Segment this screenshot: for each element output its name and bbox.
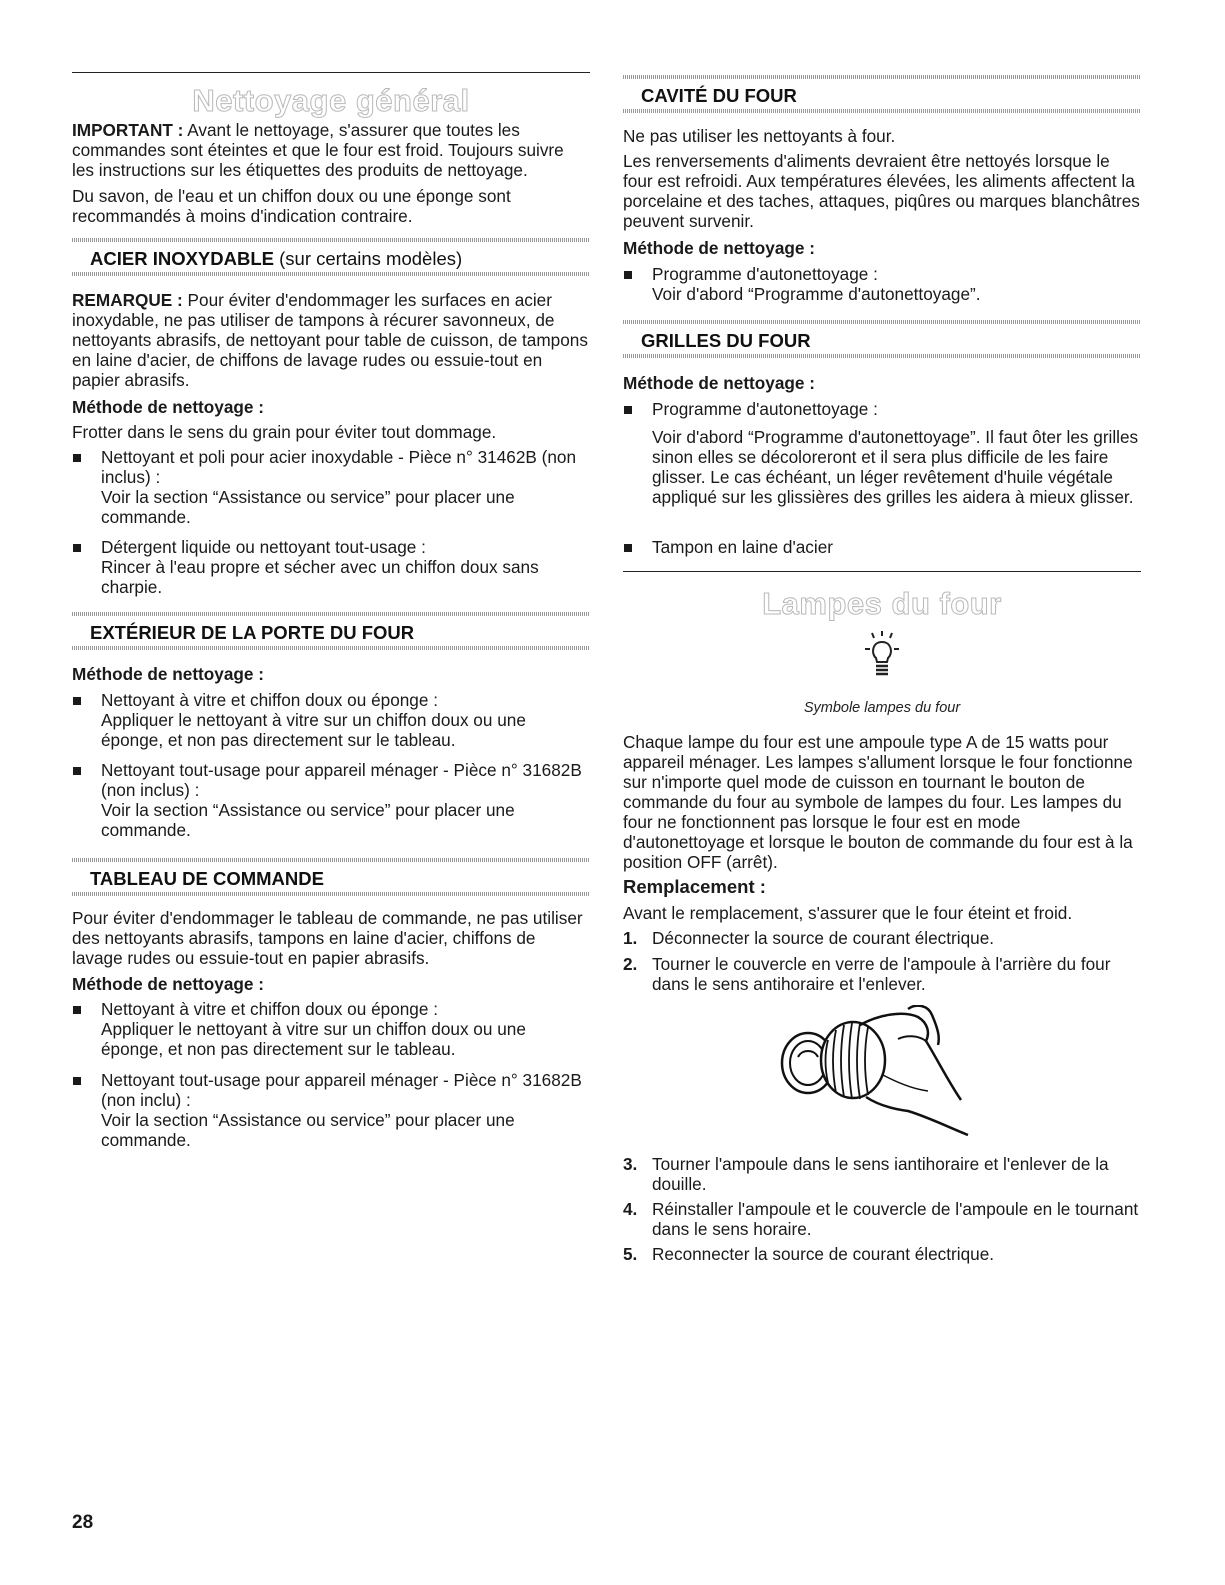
bullet-square — [624, 271, 632, 279]
savon-paragraph: Du savon, de l'eau et un chiffon doux ou une éponge sont recommandés à moins d'indication contraire. — [72, 186, 511, 226]
cavite-p2: Les renversements d'aliments devraient être nettoyés lorsque le four est refroidi. Aux températures élevées, les aliments affectent la porcelaine et des taches, attaques, piqûres ou marques blanchâtres peuvent survenir. — [623, 151, 1140, 231]
tableau-bullet-1: Nettoyant à vitre et chiffon doux ou éponge : Appliquer le nettoyant à vitre sur un chiffon doux ou une éponge, et non pas directement sur le tableau. — [72, 999, 590, 1059]
important-label: IMPORTANT : — [72, 120, 184, 140]
lampes-paragraph: Chaque lampe du four est une ampoule type A de 15 watts pour appareil ménager. Les lampes s'allument lorsque le four fonctionne sur n'importe quel mode de cuisson en tournant le bouton de commande du four au symbole de lampes du four. Les lampes du four ne fonctionnent pas lorsque le four est en mode d'autonettoyage et lorsque le bouton de commande du four est à la position OFF (arrêt). — [623, 732, 1133, 872]
remarque-label: REMARQUE : — [72, 290, 183, 310]
remplacement-intro: Avant le remplacement, s'assurer que le four éteint et froid. — [623, 903, 1073, 923]
tableau-method: Méthode de nettoyage : — [72, 974, 264, 994]
exterieur-title: EXTÉRIEUR DE LA PORTE DU FOUR — [90, 622, 415, 643]
header-grilles — [623, 320, 1141, 358]
bullet-square — [73, 454, 81, 462]
exterieur-bullet-2: Nettoyant tout-usage pour appareil ménager - Pièce n° 31682B (non inclus) : Voir la section “Assistance ou service” pour placer une commande. — [72, 760, 590, 840]
bullet-square — [73, 697, 81, 705]
bulb-cover-removal-illustration — [778, 1005, 993, 1145]
step-4: 4. Réinstaller l'ampoule et le couvercle de l'ampoule en le tournant dans le sens horaire. — [623, 1199, 1139, 1239]
grilles-bullet-1: Programme d'autonettoyage : Voir d'abord “Programme d'autonettoyage”. Il faut ôter les grilles sinon elles se décoloreront et il sera plus difficile de les faire glisser. Le cas échéant, un léger revêtement d'huile végétale appliqué sur les glissières des grilles les aidera à mieux glisser. — [623, 399, 1141, 507]
step-3: 3. Tourner l'ampoule dans le sens iantihoraire et l'enlever de la douille. — [623, 1154, 1109, 1194]
header-tableau — [72, 858, 590, 896]
important-text: Avant le nettoyage, s'assurer que toutes les commandes sont éteintes et que le four est froid. Toujours suivre les instructions sur les étiquettes des produits de nettoyage. — [72, 120, 564, 180]
section-title-lampes: Lampes du four — [762, 586, 1002, 621]
step-5: 5. Reconnecter la source de courant électrique. — [623, 1244, 995, 1264]
acier-method: Méthode de nettoyage : — [72, 397, 264, 417]
bullet-square — [73, 1077, 81, 1085]
cavite-method: Méthode de nettoyage : — [623, 238, 815, 258]
section-title-nettoyage: Nettoyage général — [192, 83, 470, 118]
header-exterieur — [72, 612, 590, 650]
bullet-square — [624, 406, 632, 414]
step-1: 1. Déconnecter la source de courant électrique. — [623, 928, 995, 948]
acier-title: ACIER INOXYDABLE (sur certains modèles) — [90, 248, 463, 269]
grilles-method: Méthode de nettoyage : — [623, 373, 815, 393]
tableau-title: TABLEAU DE COMMANDE — [90, 868, 324, 889]
remarque-text: Pour éviter d'endommager les surfaces en acier inoxydable, ne pas utiliser de tampons à récurer savonneux, de nettoyants abrasifs, de nettoyant pour table de cuisson, de tampons en laine d'acier, de chiffons de lavage rudes ou essuie-tout en papier abrasifs. — [72, 290, 588, 390]
header-acier — [72, 238, 590, 276]
remarque-paragraph — [72, 290, 590, 390]
cavite-bullet-1: Programme d'autonettoyage : Voir d'abord “Programme d'autonettoyage”. — [623, 264, 1141, 304]
exterieur-method: Méthode de nettoyage : — [72, 664, 264, 684]
page-number: 28 — [72, 1512, 94, 1533]
acier-frotter: Frotter dans le sens du grain pour éviter tout dommage. — [72, 422, 497, 442]
lampes-caption: Symbole lampes du four — [803, 700, 961, 716]
grilles-bullet-2: Tampon en laine d'acier — [623, 537, 1141, 557]
bullet-square — [73, 544, 81, 552]
bullet-square — [73, 1006, 81, 1014]
tableau-intro: Pour éviter d'endommager le tableau de commande, ne pas utiliser des nettoyants abrasifs, tampons en laine d'acier, chiffons de lavage rudes ou essuie-tout en papier abrasifs. — [72, 908, 583, 968]
tableau-bullet-2: Nettoyant tout-usage pour appareil ménager - Pièce n° 31682B (non inclu) : Voir la section “Assistance ou service” pour placer une commande. — [72, 1070, 590, 1150]
lampes-rule — [623, 571, 1141, 572]
acier-bullet-2: Détergent liquide ou nettoyant tout-usage : Rincer à l'eau propre et sécher avec un chiffon doux sans charpie. — [72, 537, 590, 597]
grilles-title: GRILLES DU FOUR — [641, 330, 811, 351]
top-rule — [72, 72, 590, 73]
exterieur-bullet-1: Nettoyant à vitre et chiffon doux ou éponge : Appliquer le nettoyant à vitre sur un chiffon doux ou une éponge, et non pas directement sur le tableau. — [72, 690, 590, 750]
bullet-square — [73, 767, 81, 775]
cavite-title: CAVITÉ DU FOUR — [641, 85, 797, 106]
header-cavite — [623, 75, 1141, 113]
important-paragraph — [72, 120, 590, 180]
cavite-p1: Ne pas utiliser les nettoyants à four. — [623, 126, 896, 146]
bullet-square — [624, 544, 632, 552]
remplacement-heading: Remplacement : — [623, 876, 766, 897]
acier-bullet-1: Nettoyant et poli pour acier inoxydable - Pièce n° 31462B (non inclus) : Voir la section “Assistance ou service” pour placer une commande. — [72, 447, 590, 527]
oven-light-symbol-icon — [863, 630, 901, 680]
step-2: 2. Tourner le couvercle en verre de l'ampoule à l'arrière du four dans le sens antihoraire et l'enlever. — [623, 954, 1111, 994]
